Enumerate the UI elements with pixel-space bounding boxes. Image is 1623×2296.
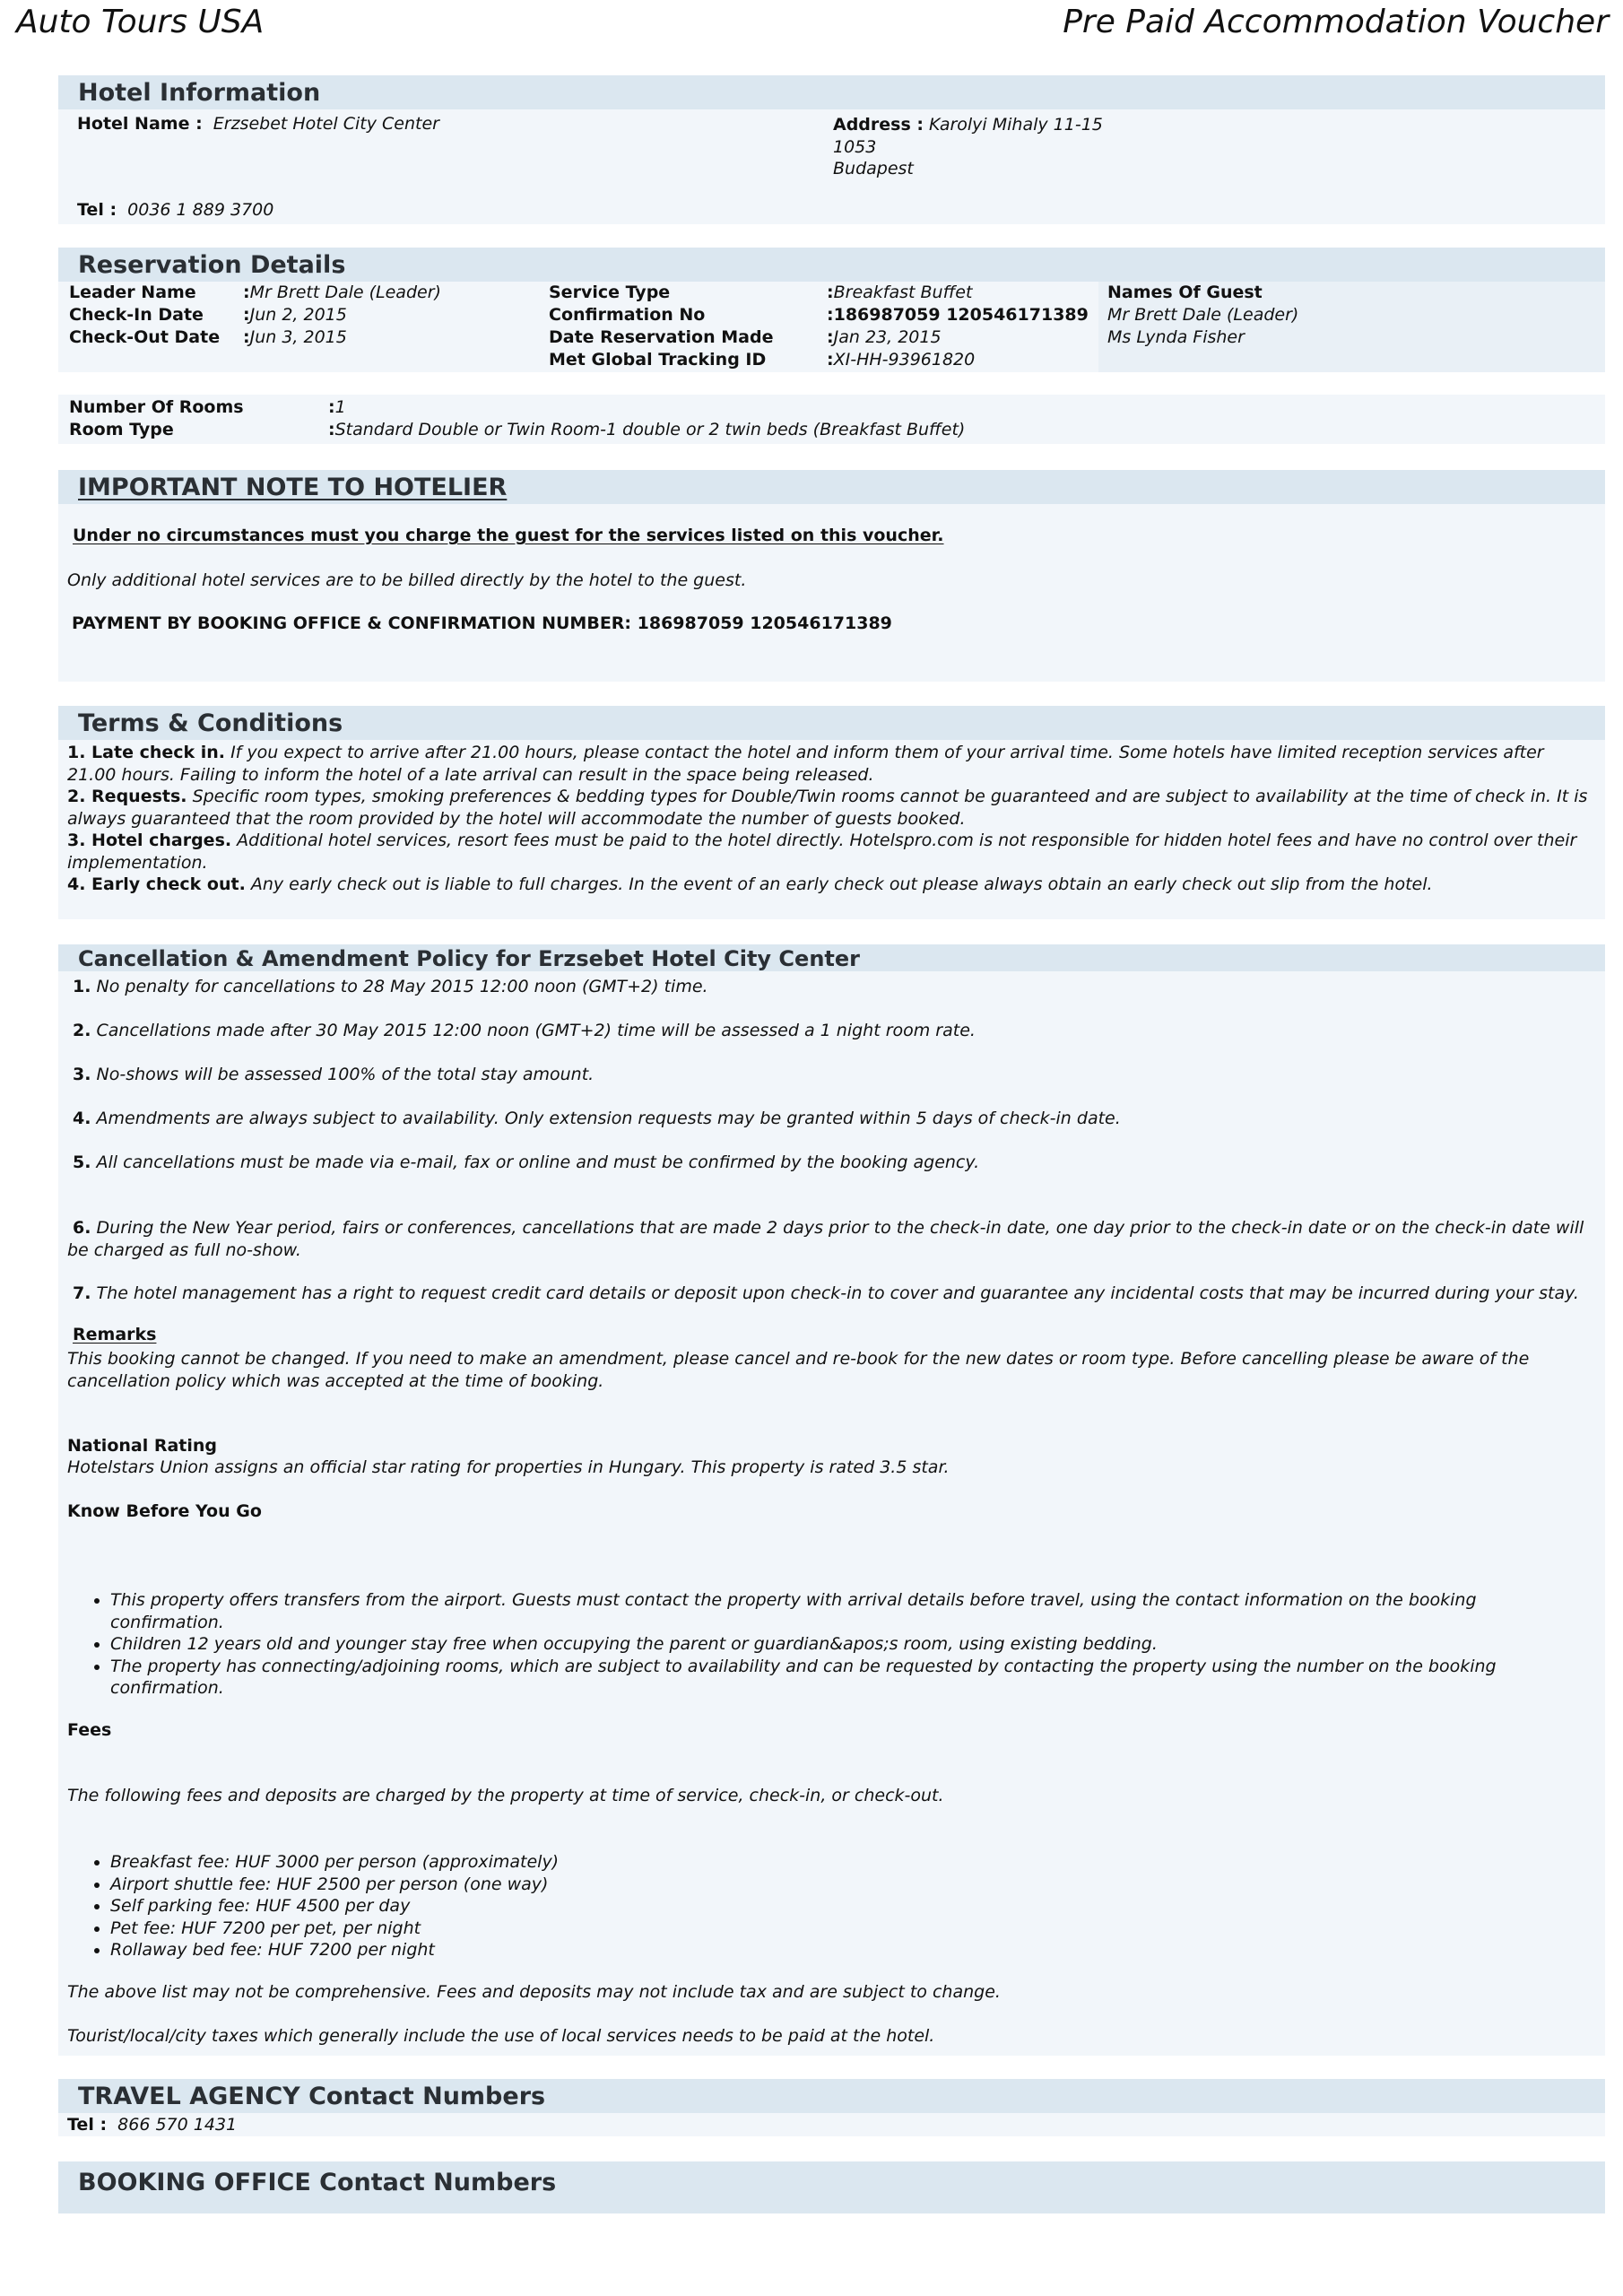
guests-label: Names Of Guest	[1107, 283, 1263, 302]
fee-item: • Rollaway bed fee: HUF 7200 per night	[110, 1939, 1551, 1961]
cancellation-section	[58, 944, 1605, 2056]
room-type-value: Standard Double or Twin Room-1 double or 2 twin beds (Breakfast Buffet)	[334, 420, 966, 439]
room-type-row: Room Type :Standard Double or Twin Room-1 double or 2 twin beds (Breakfast Buffet)	[69, 420, 966, 439]
terms-item: 3. Hotel charges. Additional hotel services, resort fees must be paid to the hotel directly. Hotelspro.com is not responsible for hidden hotel fees and have no control over their implementation.	[67, 831, 1577, 873]
agency-tel-label: Tel :	[67, 2115, 108, 2135]
fee-item: • Breakfast fee: HUF 3000 per person (approximately)	[110, 1851, 1551, 1874]
leader-label: Leader Name	[69, 283, 196, 302]
travel-agency-heading: TRAVEL AGENCY Contact Numbers	[58, 2079, 1605, 2113]
voucher-title: Pre Paid Accommodation Voucher	[1063, 4, 1609, 40]
address-line1: Karolyi Mihaly 11-15	[929, 115, 1103, 135]
fees-label: Fees	[67, 1720, 112, 1740]
tracking-label: Met Global Tracking ID	[549, 350, 767, 370]
fees-intro: The following fees and deposits are charged by the property at time of service, check-in, or check-out.	[67, 1786, 944, 1805]
fee-item: • Airport shuttle fee: HUF 2500 per person (one way)	[110, 1874, 1551, 1896]
service-type-value: Breakfast Buffet	[833, 283, 973, 302]
remarks-text: This booking cannot be changed. If you need to make an amendment, please cancel and re-book for the new dates or room type. Before cancelling please be aware of the cancellation policy which was accepted at the time of booking.	[67, 1349, 1530, 1391]
hotel-name-row	[77, 114, 439, 134]
hotelier-note-heading: IMPORTANT NOTE TO HOTELIER	[58, 470, 1605, 504]
page-header	[16, 4, 1609, 47]
agency-tel-row	[67, 2115, 237, 2135]
guest-name: Ms Lynda Fisher	[1107, 327, 1245, 347]
terms-item: 1. Late check in. If you expect to arrive after 21.00 hours, please contact the hotel and inform them of your arrival time. Some hotels have limited reception services after 21.00 hours. Failing to inform the hotel of a late arrival can result in the space being released.	[67, 743, 1544, 785]
checkin-value: Jun 2, 2015	[249, 305, 347, 325]
national-rating-text: Hotelstars Union assigns an official star rating for properties in Hungary. This property is rated 3.5 star.	[67, 1457, 950, 1477]
travel-agency-section	[58, 2079, 1605, 2136]
hotel-tel-value: 0036 1 889 3700	[127, 200, 274, 220]
hotel-tel-row	[77, 200, 273, 220]
terms-section	[58, 706, 1605, 919]
service-type-label: Service Type	[549, 283, 671, 302]
guest-name: Mr Brett Dale (Leader)	[1107, 305, 1299, 325]
fees-disclaimer: The above list may not be comprehensive. Fees and deposits may not include tax and are subject to change.	[67, 1982, 1001, 2002]
booking-office-section	[58, 2161, 1605, 2213]
cancellation-item: 1. No penalty for cancellations to 28 May 2015 12:00 noon (GMT+2) time.	[73, 977, 708, 996]
hotel-tel-label: Tel :	[77, 200, 117, 220]
date-made-value: Jan 23, 2015	[833, 327, 942, 347]
booking-office-heading: BOOKING OFFICE Contact Numbers	[58, 2161, 1605, 2205]
remarks-label: Remarks	[73, 1325, 157, 1344]
cancellation-item: 6. During the New Year period, fairs or conferences, cancellations that are made 2 days prior to the check-in date, one day prior to the check-in date or on the check-in date will be charged as full no-show.	[67, 1218, 1584, 1260]
tracking-value: XI-HH-93961820	[833, 350, 976, 370]
know-before-label: Know Before You Go	[67, 1501, 262, 1521]
address-line3: Budapest	[833, 159, 914, 178]
fees-list	[67, 1851, 1551, 1961]
reservation-col-leader: Leader Name :Mr Brett Dale (Leader) Check-In Date :Jun 2, 2015 Check-Out Date :Jun 3, 2015	[69, 283, 441, 347]
reservation-section	[58, 248, 1605, 372]
hotelier-note-section	[58, 470, 1605, 682]
fee-item: • Self parking fee: HUF 4500 per day	[110, 1895, 1551, 1918]
cancellation-item: 2. Cancellations made after 30 May 2015 12:00 noon (GMT+2) time will be assessed a 1 night room rate.	[73, 1021, 976, 1040]
hotel-name-label: Hotel Name :	[77, 114, 203, 134]
checkout-value: Jun 3, 2015	[249, 327, 347, 347]
checkin-label: Check-In Date	[69, 305, 204, 325]
leader-value: Mr Brett Dale (Leader)	[249, 283, 441, 302]
terms-item: 4. Early check out. Any early check out is liable to full charges. In the event of an early check out please always obtain an early check out slip from the hotel.	[67, 874, 1433, 894]
reservation-col-service: Service Type :Breakfast Buffet Confirmation No :186987059 120546171389 Date Reservation Made :Jan 23, 2015 Met Global Tracking ID :XI-HH-93961820	[549, 283, 1089, 370]
know-before-list	[67, 1589, 1551, 1700]
terms-item: 2. Requests. Specific room types, smoking preferences & bedding types for Double/Twin rooms cannot be guaranteed and are subject to availability at the time of check in. It is always guaranteed that the room provided by the hotel will accommodate the number of guests booked.	[67, 787, 1588, 829]
cancellation-item: 5. All cancellations must be made via e-mail, fax or online and must be confirmed by the booking agency.	[73, 1152, 980, 1172]
address-line2: 1053	[833, 136, 877, 157]
terms-heading: Terms & Conditions	[58, 706, 1605, 740]
charge-warning: Under no circumstances must you charge the guest for the services listed on this voucher.	[73, 526, 944, 545]
checkout-label: Check-Out Date	[69, 327, 221, 347]
room-section	[58, 395, 1605, 444]
cancellation-item: 7. The hotel management has a right to request credit card details or deposit upon check-in to cover and guarantee any incidental costs that may be incurred during your stay.	[73, 1283, 1579, 1303]
know-before-item: • The property has connecting/adjoining rooms, which are subject to availability and can be requested by contacting the property using the number on the booking confirmation.	[110, 1656, 1551, 1700]
hotel-address	[833, 114, 1103, 180]
fee-item: • Pet fee: HUF 7200 per pet, per night	[110, 1918, 1551, 1940]
know-before-item: • Children 12 years old and younger stay free when occupying the parent or guardian&apos;s room, using existing bedding.	[110, 1633, 1551, 1656]
taxes-note: Tourist/local/city taxes which generally include the use of local services needs to be paid at the hotel.	[67, 2026, 935, 2046]
hotel-information-heading: Hotel Information	[58, 75, 1605, 109]
rooms-row: Number Of Rooms :1	[69, 397, 346, 417]
cancellation-heading: Cancellation & Amendment Policy for Erzsebet Hotel City Center	[58, 944, 1605, 971]
brand-name: Auto Tours USA	[16, 4, 265, 40]
confirmation-label: Confirmation No	[549, 305, 706, 325]
terms-list	[67, 742, 1598, 896]
confirmation-value: 186987059 120546171389	[833, 305, 1089, 325]
address-label: Address :	[833, 115, 924, 135]
guest-names-box	[1098, 282, 1605, 372]
cancellation-item: 3. No-shows will be assessed 100% of the total stay amount.	[73, 1065, 595, 1084]
know-before-item: • This property offers transfers from the airport. Guests must contact the property with arrival details before travel, using the contact information on the booking confirmation.	[110, 1589, 1551, 1633]
additional-services-note: Only additional hotel services are to be billed directly by the hotel to the guest.	[67, 570, 747, 590]
room-type-label: Room Type	[69, 420, 174, 439]
payment-note: PAYMENT BY BOOKING OFFICE & CONFIRMATION NUMBER: 186987059 120546171389	[72, 613, 892, 633]
date-made-label: Date Reservation Made	[549, 327, 774, 347]
national-rating-label: National Rating	[67, 1436, 218, 1456]
hotel-name-value: Erzsebet Hotel City Center	[213, 114, 439, 134]
cancellation-item: 4. Amendments are always subject to availability. Only extension requests may be granted within 5 days of check-in date.	[73, 1109, 1121, 1128]
agency-tel-value: 866 570 1431	[117, 2115, 238, 2135]
reservation-heading: Reservation Details	[58, 248, 1605, 282]
hotel-information-section	[58, 75, 1605, 224]
rooms-value: 1	[334, 397, 346, 417]
rooms-label: Number Of Rooms	[69, 397, 244, 417]
